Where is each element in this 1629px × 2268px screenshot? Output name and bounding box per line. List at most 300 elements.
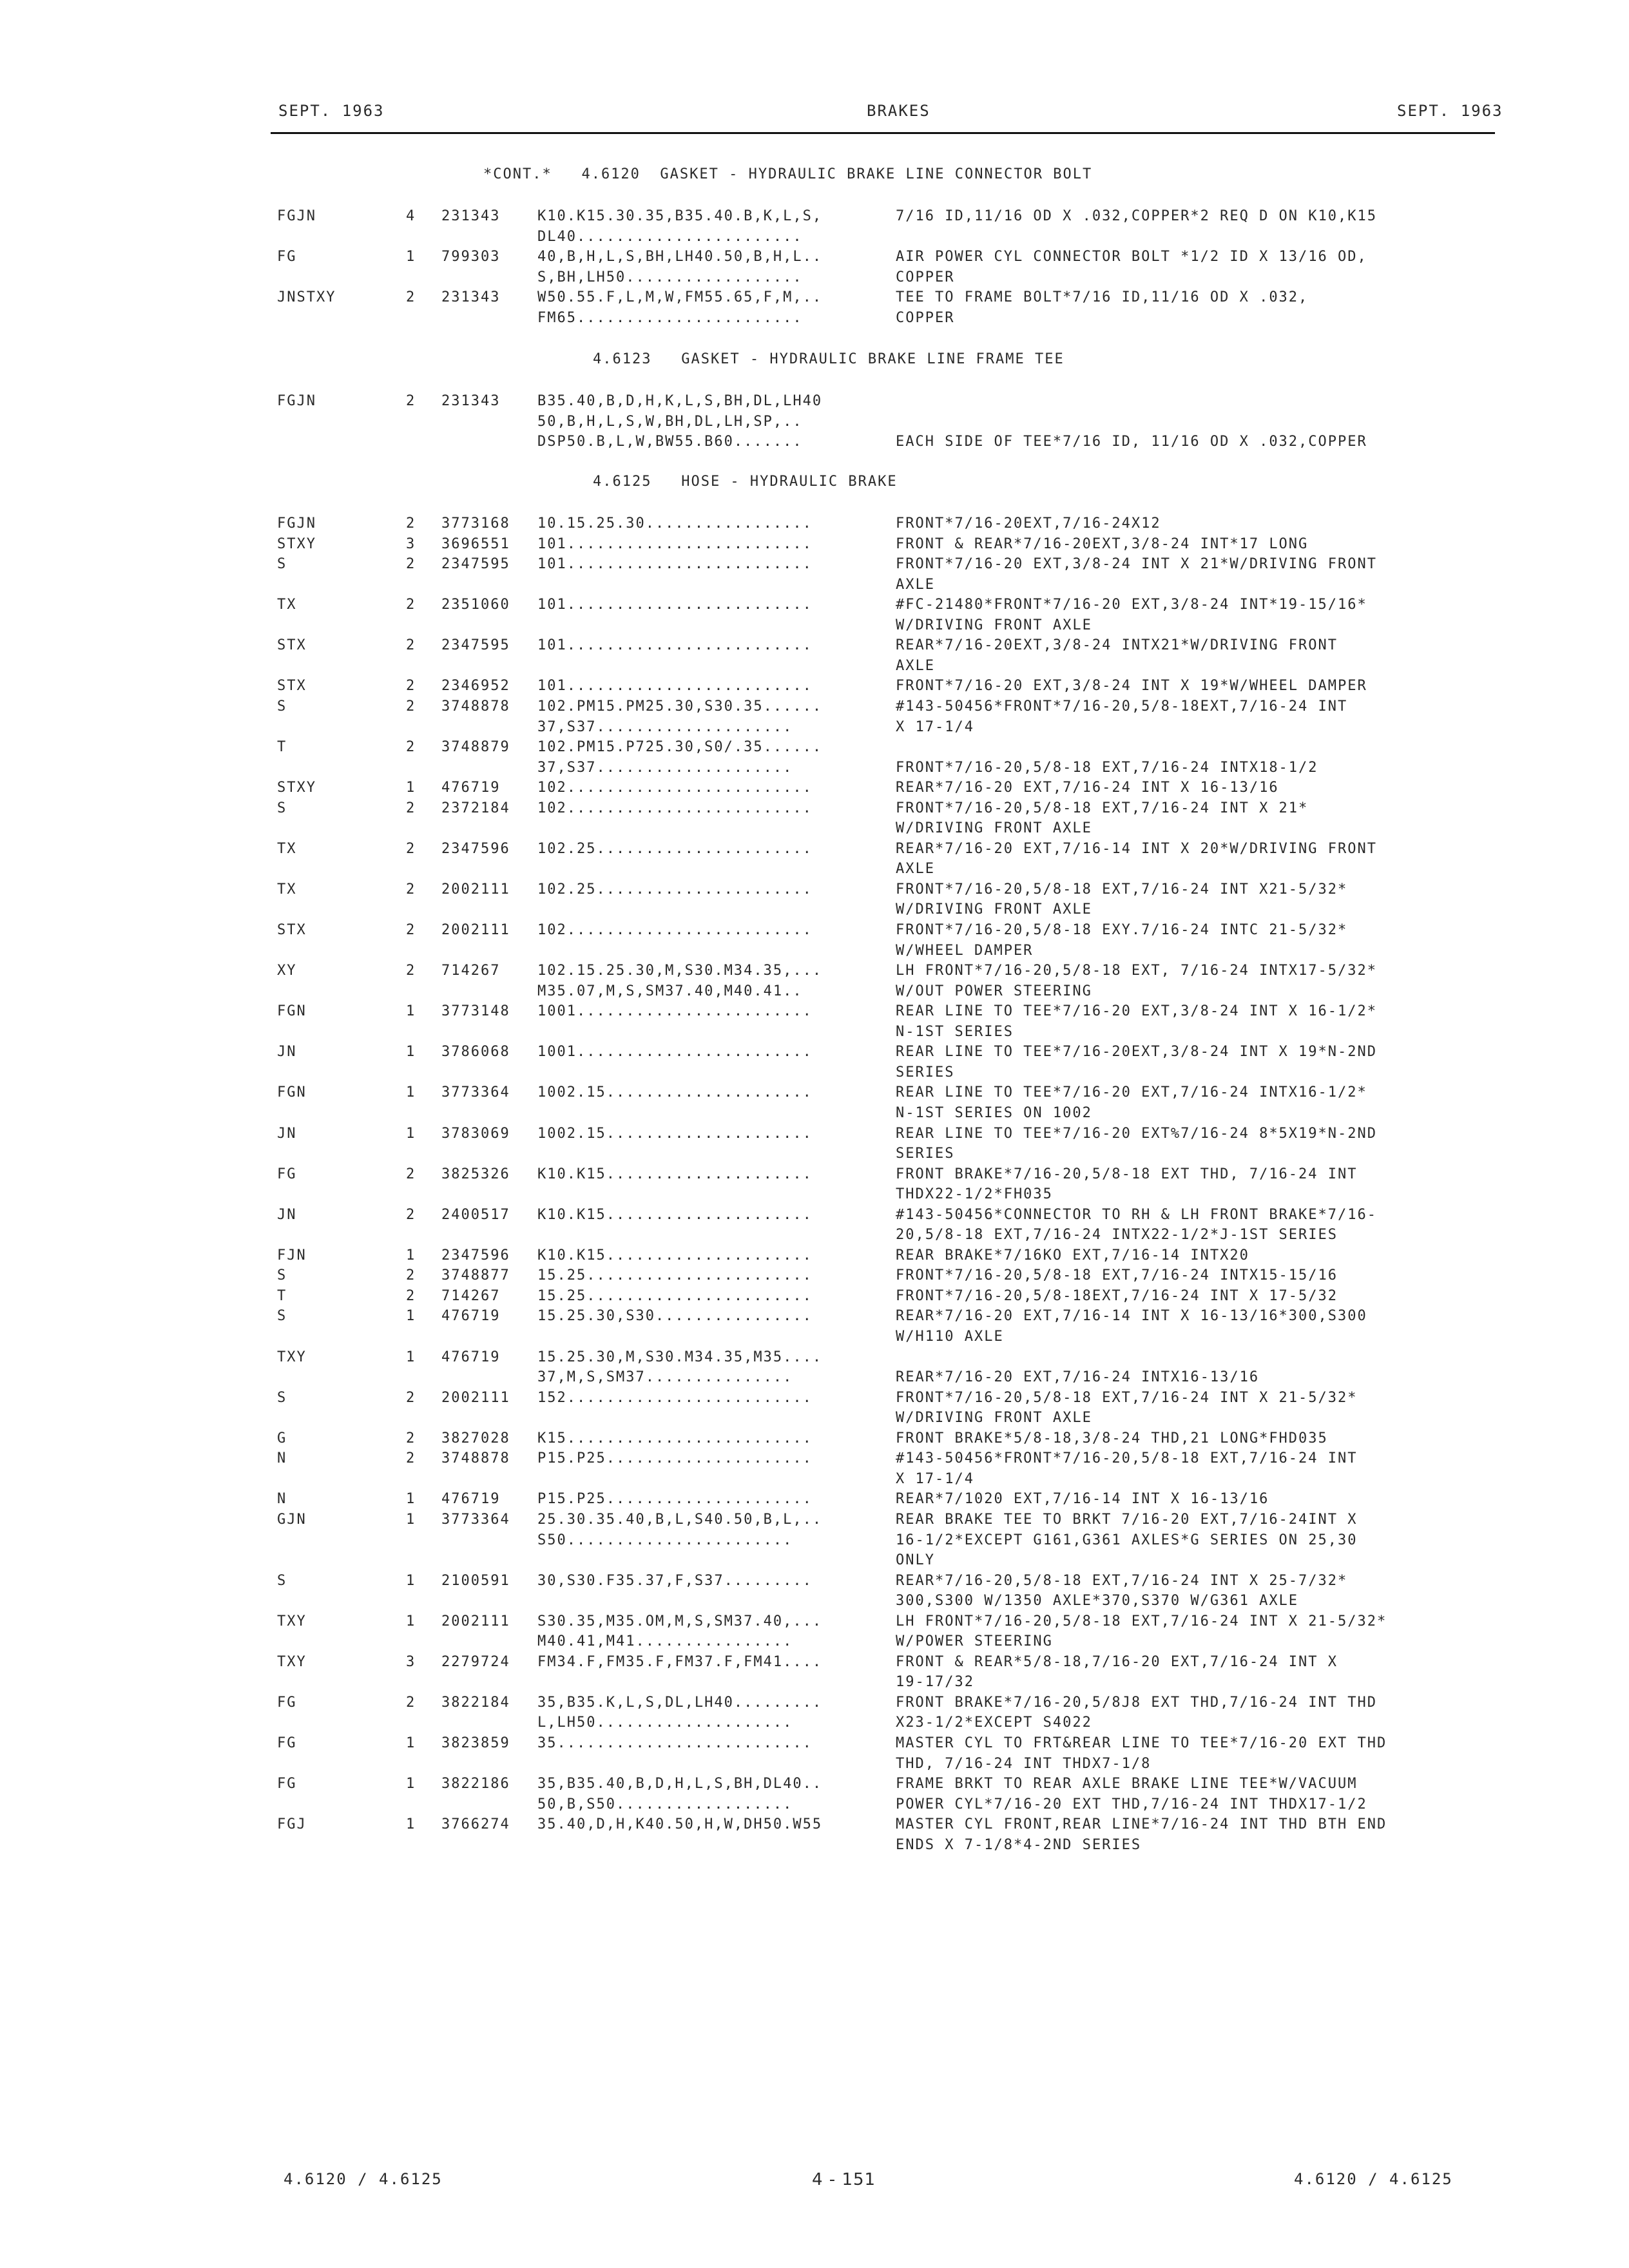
row-application: 50,B,H,L,S,W,BH,DL,LH,SP,.. [537, 413, 803, 430]
parts-row [0, 1693, 1629, 1713]
parts-row [0, 778, 1629, 798]
row-mark: TXY [277, 1349, 307, 1365]
row-mark: TXY [277, 1653, 307, 1670]
row-qty: 2 [406, 1267, 416, 1284]
row-application: K10.K15.30.35,B35.40.B,K,L,S, [537, 208, 823, 224]
row-application: 35,B35.40,B,D,H,L,S,BH,DL40.. [537, 1776, 823, 1792]
row-application: P15.P25..................... [537, 1491, 813, 1508]
row-mark: FJN [277, 1247, 307, 1264]
header-date-left: SEPT. 1963 [278, 102, 385, 120]
parts-row [0, 1530, 1629, 1551]
parts-row [0, 1428, 1629, 1449]
row-part-number: 2100591 [441, 1572, 510, 1589]
row-description: REAR LINE TO TEE*7/16-20 EXT%7/16-24 8*5X19*N-2ND [896, 1125, 1378, 1142]
row-application: W50.55.F,L,M,W,FM55.65,F,M,.. [537, 289, 823, 305]
row-qty: 2 [406, 1389, 416, 1406]
row-description: FRONT & REAR*5/8-18,7/16-20 EXT,7/16-24 INT X [896, 1653, 1338, 1670]
row-description: 300,S300 W/1350 AXLE*370,S370 W/G361 AXLE [896, 1593, 1299, 1610]
row-description: 7/16 ID,11/16 OD X .032,COPPER*2 REQ D ON K10,K15 [896, 208, 1378, 224]
row-mark: S [277, 1389, 287, 1406]
row-part-number: 2347595 [441, 637, 510, 654]
parts-row [0, 595, 1629, 615]
row-application: 37,M,S,SM37............... [537, 1369, 793, 1386]
row-mark: FGJN [277, 208, 316, 224]
row-part-number: 2400517 [441, 1206, 510, 1223]
row-qty: 2 [406, 678, 416, 695]
row-qty: 2 [406, 515, 416, 532]
row-mark: FGN [277, 1084, 307, 1101]
row-mark: XY [277, 963, 297, 979]
row-description: FRONT*7/16-20 EXT,3/8-24 INT X 21*W/DRIVING FRONT [896, 556, 1378, 573]
parts-row [0, 1042, 1629, 1062]
row-part-number: 3773148 [441, 1003, 510, 1020]
row-application: FM34.F,FM35.F,FM37.F,FM41.... [537, 1653, 823, 1670]
row-mark: FGN [277, 1003, 307, 1020]
parts-row [0, 920, 1629, 941]
row-description: W/DRIVING FRONT AXLE [896, 901, 1092, 918]
parts-row [0, 818, 1629, 839]
row-description: ENDS X 7-1/8*4-2ND SERIES [896, 1836, 1142, 1853]
row-part-number: 2347596 [441, 840, 510, 857]
row-application: DL40....................... [537, 228, 803, 245]
row-description: COPPER [896, 269, 955, 285]
parts-row [0, 1408, 1629, 1428]
row-part-number: 476719 [441, 780, 501, 796]
row-qty: 1 [406, 1511, 416, 1528]
row-qty: 2 [406, 1166, 416, 1182]
row-description: REAR*7/16-20 EXT,7/16-14 INT X 20*W/DRIVING FRONT [896, 840, 1378, 857]
row-application: 101......................... [537, 597, 813, 613]
row-description: FRONT*7/16-20,5/8-18 EXY.7/16-24 INTC 21-5/32* [896, 922, 1348, 938]
parts-row [0, 575, 1629, 595]
header-rule [271, 132, 1495, 134]
row-description: FRONT*7/16-20 EXT,3/8-24 INT X 19*W/WHEEL DAMPER [896, 678, 1367, 695]
parts-row [0, 1184, 1629, 1205]
row-application: 15.25.30,M,S30.M34.35,M35.... [537, 1349, 823, 1365]
row-description: REAR*7/16-20,5/8-18 EXT,7/16-24 INT X 25-7/32* [896, 1572, 1348, 1589]
row-application: 102.PM15.PM25.30,S30.35...... [537, 698, 823, 715]
row-mark: FG [277, 249, 297, 265]
row-mark: STXY [277, 535, 316, 552]
parts-row [0, 758, 1629, 778]
row-description: REAR*7/16-20 EXT,7/16-14 INT X 16-13/16*300,S300 [896, 1308, 1367, 1325]
row-qty: 1 [406, 1247, 416, 1264]
row-application: 10.15.25.30................. [537, 515, 813, 532]
row-mark: T [277, 1287, 287, 1304]
row-description: FRONT*7/16-20,5/8-18 EXT,7/16-24 INTX18-1/2 [896, 759, 1318, 776]
row-mark: S [277, 1308, 287, 1325]
row-description: LH FRONT*7/16-20,5/8-18 EXT, 7/16-24 INTX17-5/32* [896, 963, 1378, 979]
row-part-number: 3748878 [441, 698, 510, 715]
header-date-right: SEPT. 1963 [1397, 102, 1503, 120]
row-description: SERIES [896, 1146, 955, 1162]
row-description: MASTER CYL FRONT,REAR LINE*7/16-24 INT THD BTH END [896, 1816, 1387, 1833]
row-description: 16-1/2*EXCEPT G161,G361 AXLES*G SERIES ON 25,30 [896, 1532, 1358, 1548]
parts-row [0, 656, 1629, 677]
row-part-number: 714267 [441, 1287, 501, 1304]
parts-row [0, 1144, 1629, 1164]
row-mark: TX [277, 597, 297, 613]
parts-row [0, 267, 1629, 288]
row-application: 102.15.25.30,M,S30.M34.35,... [537, 963, 823, 979]
row-description: TEE TO FRAME BOLT*7/16 ID,11/16 OD X .032, [896, 289, 1309, 305]
row-qty: 2 [406, 1206, 416, 1223]
row-qty: 1 [406, 1044, 416, 1061]
parts-row [0, 1286, 1629, 1307]
parts-row [0, 1774, 1629, 1794]
row-description: N-1ST SERIES [896, 1023, 1014, 1040]
row-part-number: 3773364 [441, 1084, 510, 1101]
row-description: #143-50456*FRONT*7/16-20,5/8-18EXT,7/16-24 INT [896, 698, 1348, 715]
row-description: LH FRONT*7/16-20,5/8-18 EXT,7/16-24 INT X 21-5/32* [896, 1613, 1387, 1629]
row-qty: 1 [406, 1003, 416, 1020]
row-application: S50....................... [537, 1532, 793, 1548]
row-mark: G [277, 1430, 287, 1446]
row-part-number: 2002111 [441, 881, 510, 898]
row-qty: 1 [406, 1816, 416, 1833]
parts-row [0, 1306, 1629, 1327]
row-qty: 2 [406, 922, 416, 938]
row-qty: 3 [406, 535, 416, 552]
row-qty: 2 [406, 1287, 416, 1304]
row-application: 25.30.35.40,B,L,S40.50,B,L,.. [537, 1511, 823, 1528]
row-application: 101......................... [537, 637, 813, 654]
parts-row [0, 961, 1629, 981]
footer-range-left: 4.6120 / 4.6125 [284, 2170, 443, 2188]
parts-row [0, 899, 1629, 920]
row-mark: TX [277, 881, 297, 898]
row-part-number: 2002111 [441, 1389, 510, 1406]
row-description: FRONT*7/16-20,5/8-18 EXT,7/16-24 INT X 21-5/32* [896, 1389, 1358, 1406]
row-qty: 2 [406, 698, 416, 715]
row-description: FRONT*7/16-20,5/8-18EXT,7/16-24 INT X 17-5/32 [896, 1287, 1338, 1304]
row-description: FRONT BRAKE*7/16-20,5/8-18 EXT THD, 7/16-24 INT [896, 1166, 1358, 1182]
row-application: DSP50.B,L,W,BW55.B60....... [537, 434, 803, 450]
parts-row [0, 798, 1629, 819]
row-application: 101......................... [537, 678, 813, 695]
row-part-number: 3822186 [441, 1776, 510, 1792]
row-application: K10.K15..................... [537, 1206, 813, 1223]
row-mark: FG [277, 1166, 297, 1182]
row-part-number: 231343 [441, 393, 501, 409]
row-description: AXLE [896, 576, 935, 593]
row-qty: 1 [406, 1349, 416, 1365]
row-part-number: 476719 [441, 1349, 501, 1365]
row-description: REAR LINE TO TEE*7/16-20 EXT,7/16-24 INTX16-1/2* [896, 1084, 1367, 1101]
row-description: REAR*7/1020 EXT,7/16-14 INT X 16-13/16 [896, 1491, 1269, 1508]
row-part-number: 2279724 [441, 1653, 510, 1670]
row-application: S,BH,LH50.................. [537, 269, 803, 285]
parts-row [0, 432, 1629, 452]
row-qty: 1 [406, 1125, 416, 1142]
row-qty: 2 [406, 840, 416, 857]
row-qty: 1 [406, 249, 416, 265]
row-mark: STX [277, 678, 307, 695]
row-part-number: 3773168 [441, 515, 510, 532]
row-application: 1002.15..................... [537, 1125, 813, 1142]
parts-row [0, 534, 1629, 555]
row-description: W/DRIVING FRONT AXLE [896, 617, 1092, 633]
row-qty: 4 [406, 208, 416, 224]
row-mark: STX [277, 922, 307, 938]
row-application: K15......................... [537, 1430, 813, 1446]
parts-row [0, 615, 1629, 636]
row-description: X 17-1/4 [896, 1470, 974, 1487]
row-description: FRONT*7/16-20,5/8-18 EXT,7/16-24 INT X21-5/32* [896, 881, 1348, 898]
parts-row [0, 859, 1629, 879]
parts-row [0, 1082, 1629, 1103]
parts-row [0, 1652, 1629, 1673]
parts-row [0, 1245, 1629, 1266]
row-part-number: 2002111 [441, 1613, 510, 1629]
row-qty: 2 [406, 739, 416, 756]
row-qty: 2 [406, 597, 416, 613]
row-part-number: 2347596 [441, 1247, 510, 1264]
row-application: 15.25....................... [537, 1267, 813, 1284]
parts-row [0, 227, 1629, 247]
row-description: FRONT*7/16-20EXT,7/16-24X12 [896, 515, 1161, 532]
parts-row [0, 412, 1629, 432]
row-description: W/DRIVING FRONT AXLE [896, 820, 1092, 837]
row-part-number: 231343 [441, 208, 501, 224]
row-qty: 1 [406, 1308, 416, 1325]
row-description: COPPER [896, 309, 955, 326]
row-description: ONLY [896, 1552, 935, 1569]
row-application: 152......................... [537, 1389, 813, 1406]
parts-row [0, 1835, 1629, 1856]
row-part-number: 231343 [441, 289, 501, 305]
parts-row [0, 879, 1629, 900]
row-mark: S [277, 1267, 287, 1284]
row-description: AIR POWER CYL CONNECTOR BOLT *1/2 ID X 13/16 OD, [896, 249, 1367, 265]
parts-row [0, 206, 1629, 227]
row-mark: TXY [277, 1613, 307, 1629]
row-qty: 2 [406, 881, 416, 898]
row-qty: 1 [406, 1572, 416, 1589]
row-description: REAR BRAKE*7/16KO EXT,7/16-14 INTX20 [896, 1247, 1249, 1264]
row-description: #143-50456*CONNECTOR TO RH & LH FRONT BRAKE*7/16- [896, 1206, 1378, 1223]
row-description: REAR*7/16-20 EXT,7/16-24 INT X 16-13/16 [896, 780, 1279, 796]
row-mark: FGJ [277, 1816, 307, 1833]
row-qty: 2 [406, 800, 416, 816]
parts-row [0, 1489, 1629, 1510]
parts-row [0, 514, 1629, 534]
row-application: 37,S37.................... [537, 718, 793, 735]
row-description: REAR LINE TO TEE*7/16-20 EXT,3/8-24 INT X 16-1/2* [896, 1003, 1378, 1020]
row-description: THD, 7/16-24 INT THDX7-1/8 [896, 1755, 1152, 1772]
row-qty: 2 [406, 393, 416, 409]
row-description: FRAME BRKT TO REAR AXLE BRAKE LINE TEE*W/VACUUM [896, 1776, 1358, 1792]
row-qty: 1 [406, 1084, 416, 1101]
row-application: 102......................... [537, 780, 813, 796]
parts-row [0, 1469, 1629, 1490]
row-description: POWER CYL*7/16-20 EXT THD,7/16-24 INT THDX17-1/2 [896, 1796, 1367, 1812]
parts-row [0, 676, 1629, 697]
page-number: 4 - 151 [812, 2170, 876, 2189]
parts-row [0, 1265, 1629, 1286]
parts-row [0, 737, 1629, 758]
parts-row [0, 1388, 1629, 1408]
parts-row [0, 1001, 1629, 1022]
parts-row [0, 1611, 1629, 1632]
row-application: K10.K15..................... [537, 1247, 813, 1264]
parts-row [0, 1103, 1629, 1124]
row-application: 1001........................ [537, 1044, 813, 1061]
row-application: 50,B,S50.................. [537, 1796, 793, 1812]
row-application: 37,S37.................... [537, 759, 793, 776]
parts-row [0, 1733, 1629, 1754]
row-application: 35.......................... [537, 1735, 813, 1751]
parts-row [0, 635, 1629, 656]
row-description: EACH SIDE OF TEE*7/16 ID, 11/16 OD X .032,COPPER [896, 434, 1367, 450]
row-qty: 2 [406, 963, 416, 979]
row-description: AXLE [896, 657, 935, 674]
row-qty: 1 [406, 1776, 416, 1792]
parts-row [0, 1448, 1629, 1469]
row-mark: STXY [277, 780, 316, 796]
row-part-number: 2372184 [441, 800, 510, 816]
row-part-number: 3748879 [441, 739, 510, 756]
parts-row [0, 1631, 1629, 1652]
parts-row [0, 1794, 1629, 1815]
row-description: FRONT BRAKE*5/8-18,3/8-24 THD,21 LONG*FHD035 [896, 1430, 1328, 1446]
row-description: MASTER CYL TO FRT&REAR LINE TO TEE*7/16-20 EXT THD [896, 1735, 1387, 1751]
row-application: M40.41,M41................ [537, 1633, 793, 1650]
parts-row [0, 287, 1629, 308]
row-part-number: 2002111 [441, 922, 510, 938]
row-part-number: 3766274 [441, 1816, 510, 1833]
row-description: W/H110 AXLE [896, 1329, 1004, 1345]
row-part-number: 3786068 [441, 1044, 510, 1061]
row-description: N-1ST SERIES ON 1002 [896, 1104, 1092, 1121]
parts-row [0, 1367, 1629, 1388]
row-mark: S [277, 1572, 287, 1589]
row-application: M35.07,M,S,SM37.40,M40.41.. [537, 983, 803, 999]
row-qty: 2 [406, 289, 416, 305]
row-mark: S [277, 800, 287, 816]
parts-row [0, 1347, 1629, 1368]
row-description: W/POWER STEERING [896, 1633, 1053, 1650]
row-description: X23-1/2*EXCEPT S4022 [896, 1715, 1092, 1731]
row-mark: S [277, 698, 287, 715]
row-part-number: 3783069 [441, 1125, 510, 1142]
row-application: 1002.15..................... [537, 1084, 813, 1101]
header-section-title: BRAKES [867, 102, 930, 120]
row-part-number: 714267 [441, 963, 501, 979]
parts-row [0, 1672, 1629, 1693]
row-description: REAR BRAKE TEE TO BRKT 7/16-20 EXT,7/16-24INT X [896, 1511, 1358, 1528]
row-application: 101......................... [537, 556, 813, 573]
parts-row [0, 1062, 1629, 1083]
row-mark: JN [277, 1044, 297, 1061]
row-mark: FGJN [277, 515, 316, 532]
parts-row [0, 1124, 1629, 1144]
row-qty: 1 [406, 1491, 416, 1508]
row-qty: 1 [406, 1735, 416, 1751]
section-heading-4-6125: 4.6125 HOSE - HYDRAULIC BRAKE [593, 474, 898, 490]
row-mark: GJN [277, 1511, 307, 1528]
parts-row [0, 941, 1629, 961]
row-qty: 1 [406, 1613, 416, 1629]
row-application: 102......................... [537, 800, 813, 816]
section-heading-4-6123: 4.6123 GASKET - HYDRAULIC BRAKE LINE FRAME TEE [593, 351, 1065, 367]
row-mark: JN [277, 1206, 297, 1223]
row-mark: FGJN [277, 393, 316, 409]
parts-row [0, 697, 1629, 717]
row-description: FRONT*7/16-20,5/8-18 EXT,7/16-24 INT X 21* [896, 800, 1309, 816]
row-description: THDX22-1/2*FH035 [896, 1186, 1053, 1203]
parts-row [0, 717, 1629, 738]
row-description: REAR*7/16-20EXT,3/8-24 INTX21*W/DRIVING FRONT [896, 637, 1338, 654]
row-description: 20,5/8-18 EXT,7/16-24 INTX22-1/2*J-1ST SERIES [896, 1227, 1338, 1244]
row-application: FM65....................... [537, 309, 803, 326]
row-part-number: 3748877 [441, 1267, 510, 1284]
parts-row [0, 1510, 1629, 1530]
row-application: 35.40,D,H,K40.50,H,W,DH50.W55 [537, 1816, 823, 1833]
parts-row [0, 1205, 1629, 1225]
row-part-number: 3822184 [441, 1694, 510, 1711]
row-application: B35.40,B,D,H,K,L,S,BH,DL,LH40 [537, 393, 823, 409]
row-part-number: 3773364 [441, 1511, 510, 1528]
row-description: W/DRIVING FRONT AXLE [896, 1410, 1092, 1427]
parts-row [0, 308, 1629, 329]
row-application: S30.35,M35.OM,M,S,SM37.40,... [537, 1613, 823, 1629]
row-description: W/WHEEL DAMPER [896, 942, 1034, 959]
row-part-number: 476719 [441, 1308, 501, 1325]
footer-range-right: 4.6120 / 4.6125 [1294, 2170, 1453, 2188]
row-mark: S [277, 556, 287, 573]
row-description: X 17-1/4 [896, 718, 974, 735]
row-qty: 3 [406, 1653, 416, 1670]
row-part-number: 476719 [441, 1491, 501, 1508]
parts-row [0, 1591, 1629, 1611]
row-application: 40,B,H,L,S,BH,LH40.50,B,H,L.. [537, 249, 823, 265]
parts-row [0, 1164, 1629, 1185]
row-mark: N [277, 1491, 287, 1508]
parts-row [0, 1022, 1629, 1043]
parts-row [0, 1327, 1629, 1347]
row-qty: 2 [406, 637, 416, 654]
row-mark: N [277, 1450, 287, 1467]
row-application: 15.25.30,S30................ [537, 1308, 813, 1325]
row-mark: FG [277, 1735, 297, 1751]
row-part-number: 3827028 [441, 1430, 510, 1446]
row-part-number: 3748878 [441, 1450, 510, 1467]
row-description: REAR LINE TO TEE*7/16-20EXT,3/8-24 INT X 19*N-2ND [896, 1044, 1378, 1061]
parts-row [0, 839, 1629, 860]
parts-row [0, 247, 1629, 267]
row-qty: 2 [406, 1694, 416, 1711]
row-part-number: 799303 [441, 249, 501, 265]
row-description: #FC-21480*FRONT*7/16-20 EXT,3/8-24 INT*19-15/16* [896, 597, 1367, 613]
row-description: SERIES [896, 1064, 955, 1081]
parts-row [0, 391, 1629, 412]
row-description: REAR*7/16-20 EXT,7/16-24 INTX16-13/16 [896, 1369, 1260, 1386]
row-part-number: 2346952 [441, 678, 510, 695]
row-mark: T [277, 739, 287, 756]
parts-row [0, 1754, 1629, 1774]
parts-row [0, 1814, 1629, 1835]
row-description: #143-50456*FRONT*7/16-20,5/8-18 EXT,7/16-24 INT [896, 1450, 1358, 1467]
row-application: K10.K15..................... [537, 1166, 813, 1182]
row-description: FRONT & REAR*7/16-20EXT,3/8-24 INT*17 LONG [896, 535, 1309, 552]
row-mark: STX [277, 637, 307, 654]
row-description: 19-17/32 [896, 1674, 974, 1691]
row-mark: JNSTXY [277, 289, 336, 305]
row-qty: 1 [406, 780, 416, 796]
parts-row [0, 1225, 1629, 1245]
row-description: FRONT*7/16-20,5/8-18 EXT,7/16-24 INTX15-15/16 [896, 1267, 1338, 1284]
